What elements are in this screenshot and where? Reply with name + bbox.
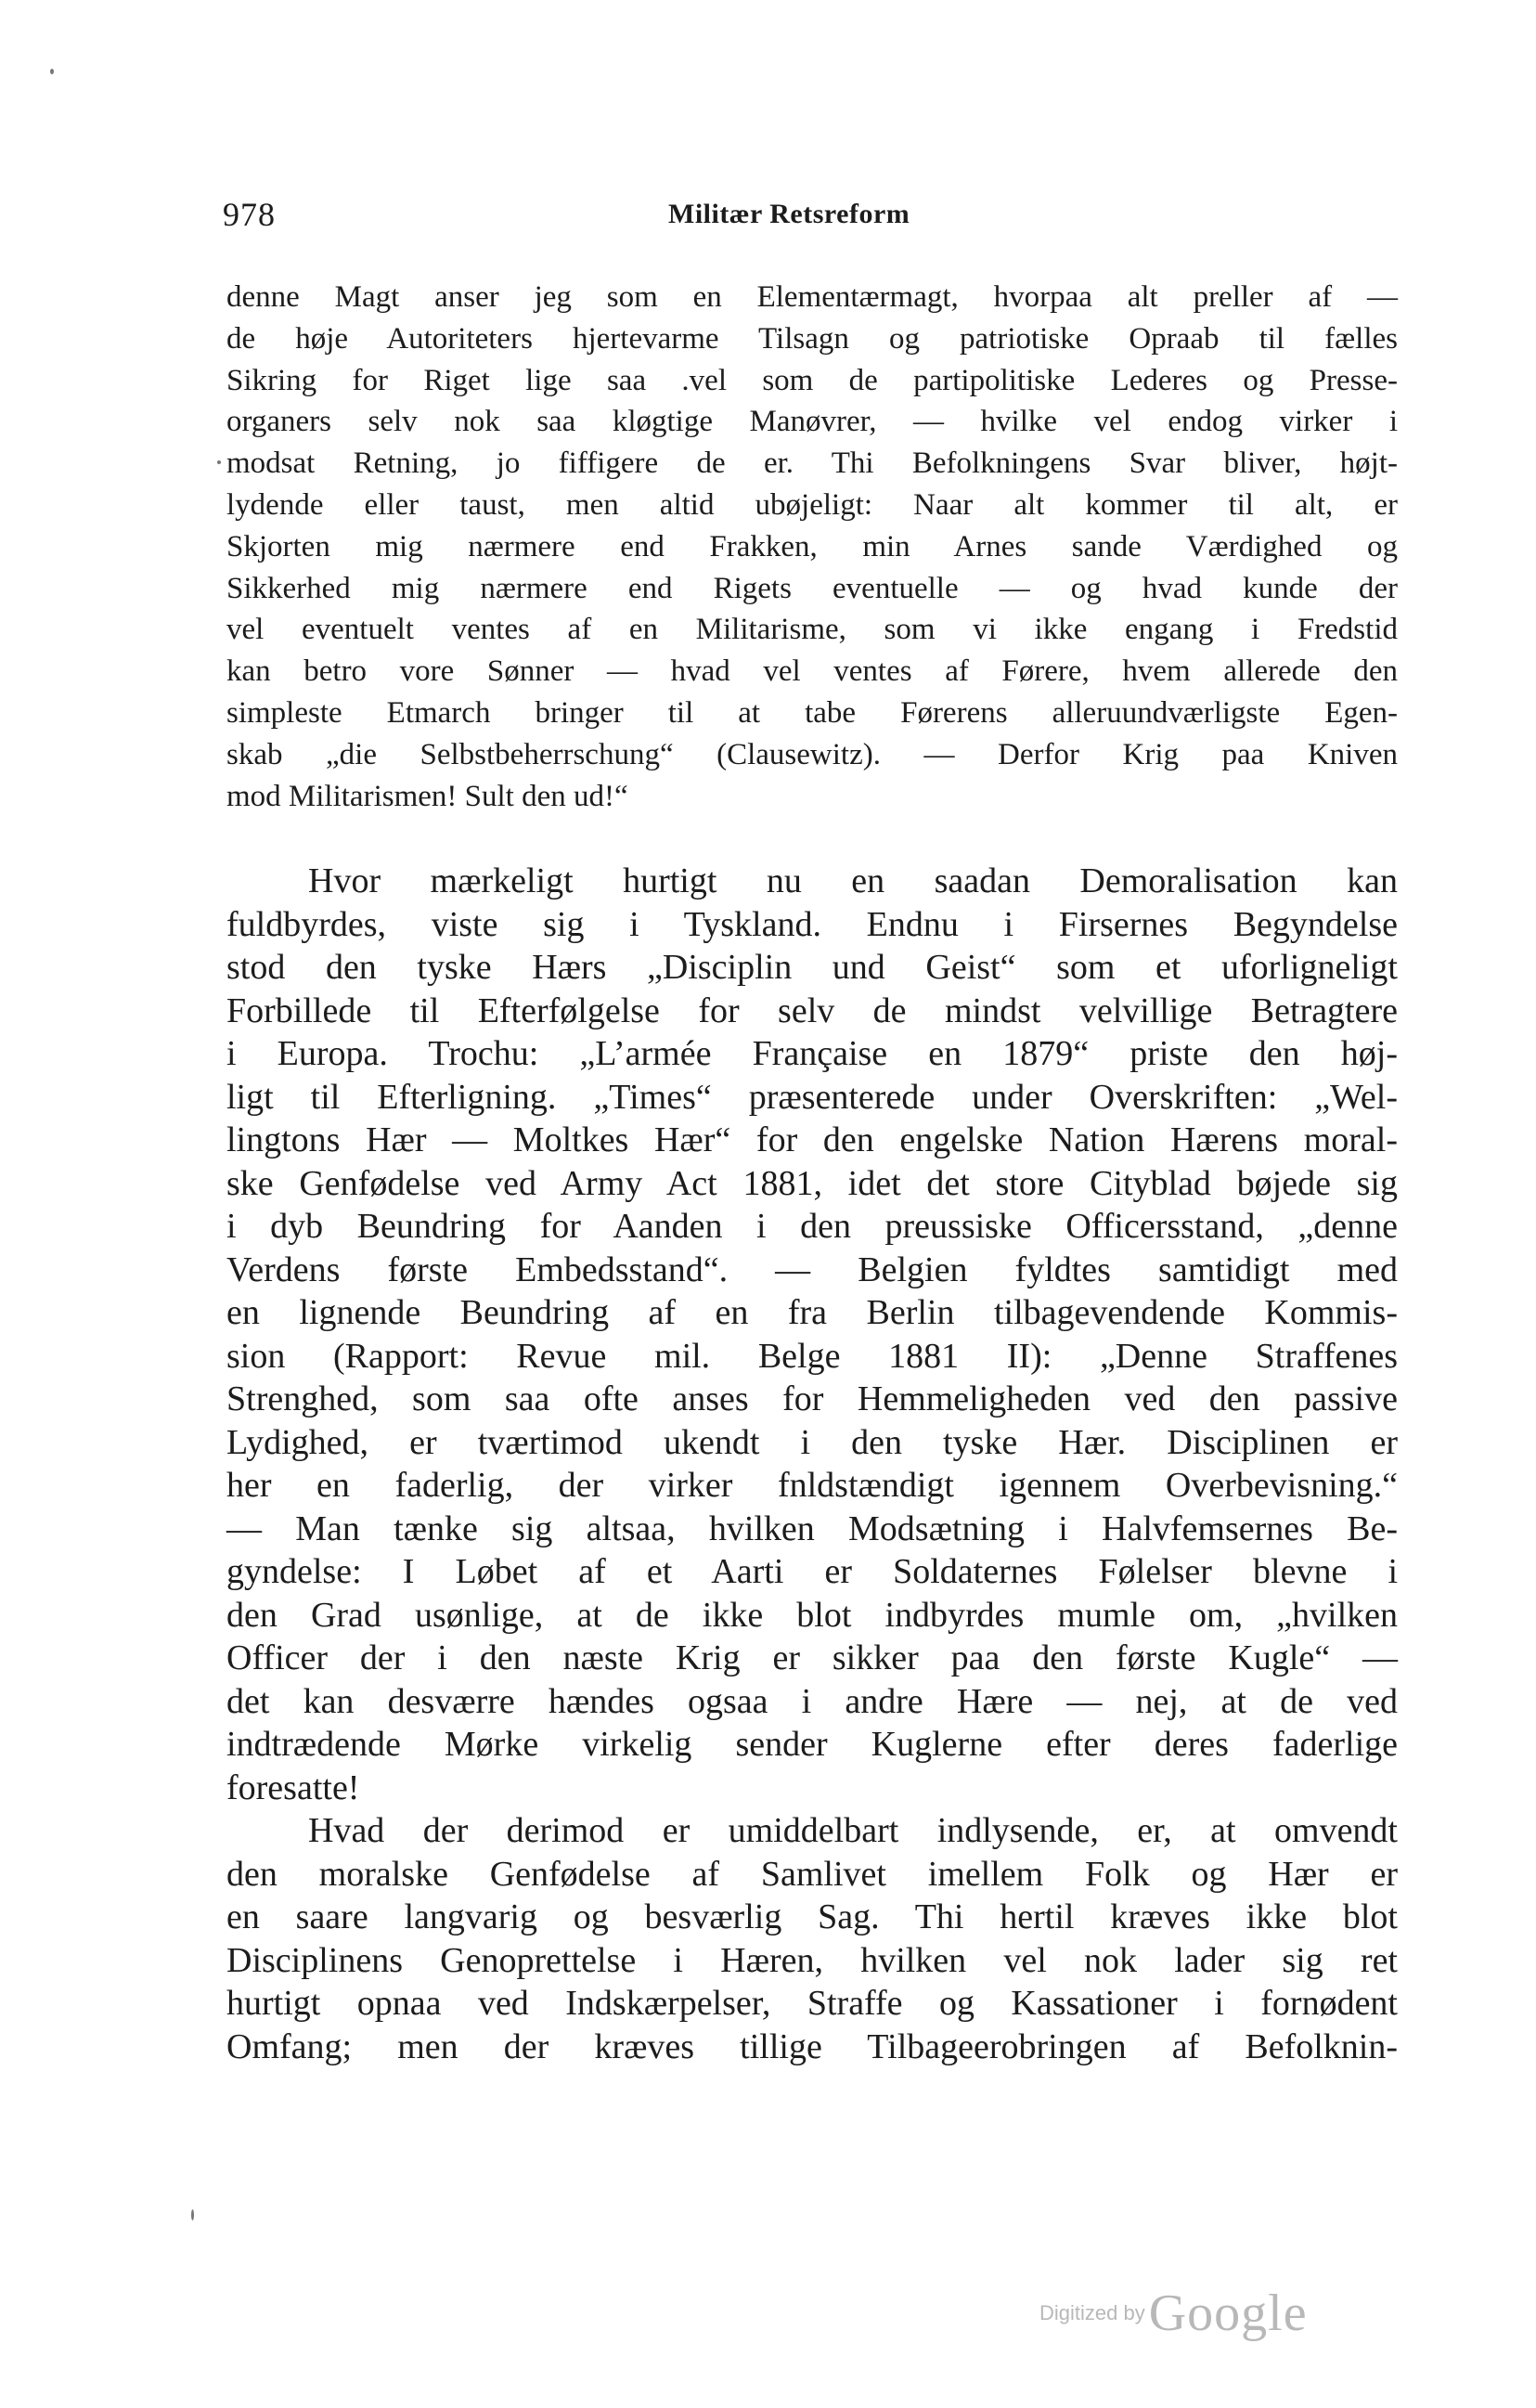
scan-speck: [50, 69, 54, 74]
text-line: en lignende Beundring af en fra Berlin tilbagevendende Kommis-: [226, 1293, 1398, 1332]
text-line: her en faderlig, der virker fnldstændigt igennem Overbevisning.“: [226, 1466, 1398, 1505]
text-line: hurtigt opnaa ved Indskærpelser, Straffe og Kassationer i fornødent: [226, 1984, 1398, 2023]
text-line: i dyb Beundring for Aanden i den preussiske Officersstand, „denne: [226, 1207, 1398, 1246]
text-line: indtrædende Mørke virkelig sender Kuglerne efter deres faderlige: [226, 1725, 1398, 1764]
text-line: lingtons Hær — Moltkes Hær“ for den engelske Nation Hærens moral-: [226, 1120, 1398, 1159]
text-line: den Grad usønlige, at de ikke blot indbyrdes mumle om, „hvilken: [226, 1595, 1398, 1635]
text-line: gyndelse: I Løbet af et Aarti er Soldaternes Følelser blevne i: [226, 1552, 1398, 1591]
text-line: en saare langvarig og besværlig Sag. Thi hertil kræves ikke blot: [226, 1897, 1398, 1936]
google-logo: Google: [1148, 2285, 1308, 2342]
text-line: ske Genfødelse ved Army Act 1881, idet det store Cityblad bøjede sig: [226, 1163, 1398, 1203]
body-block: [226, 860, 1398, 2068]
text-line: simpleste Etmarch bringer til at tabe Førerens alleruundværligste Egen-: [226, 695, 1398, 730]
text-line: sion (Rapport: Revue mil. Belge 1881 II): „Denne Straffenes: [226, 1336, 1398, 1376]
text-line: denne Magt anser jeg som en Elementærmagt, hvorpaa alt preller af —: [226, 280, 1398, 314]
text-line: — Man tænke sig altsaa, hvilken Modsætning i Halvfemsernes Be-: [226, 1508, 1398, 1548]
text-line: Omfang; men der kræves tillige Tilbageerobringen af Befolknin-: [226, 2026, 1398, 2066]
text-line: modsat Retning, jo fiffigere de er. Thi Befolkningens Svar bliver, højt-: [226, 447, 1398, 481]
text-line: Disciplinens Genoprettelse i Hæren, hvilken vel nok lader sig ret: [226, 1940, 1398, 1980]
text-line: mod Militarismen! Sult den ud!“: [226, 779, 628, 813]
text-line: stod den tyske Hærs „Disciplin und Geist“ som et uforligneligt: [226, 948, 1398, 987]
paragraph-first-line: Hvor mærkeligt hurtigt nu en saadan Demoralisation kan: [308, 861, 1398, 900]
text-line: Skjorten mig nærmere end Frakken, min Arnes sande Værdighed og: [226, 529, 1398, 563]
text-line: fuldbyrdes, viste sig i Tyskland. Endnu i Firsernes Begyndelse: [226, 904, 1398, 944]
text-line: skab „die Selbstbeherrschung“ (Clausewitz). — Derfor Krig paa Kniven: [226, 737, 1398, 771]
scan-speck: [217, 460, 221, 464]
text-line: Officer der i den næste Krig er sikker paa den første Kugle“ —: [226, 1638, 1398, 1677]
paragraph-last-line: foresatte!: [226, 1767, 360, 1807]
text-line: Sikkerhed mig nærmere end Rigets eventuelle — og hvad kunde der: [226, 571, 1398, 605]
text-line: Forbillede til Efterfølgelse for selv de mindst velvillige Betragtere: [226, 990, 1398, 1030]
running-title: Militær Retsreform: [668, 199, 910, 229]
text-line: Strenghed, som saa ofte anses for Hemmeligheden ved den passive: [226, 1379, 1398, 1418]
digitized-by-label: Digitized by: [1039, 2301, 1145, 2324]
page-number: 978: [223, 196, 276, 233]
text-line: kan betro vore Sønner — hvad vel ventes af Førere, hvem allerede den: [226, 654, 1398, 689]
text-line: organers selv nok saa kløgtige Manøvrer, — hvilke vel endog virker i: [226, 405, 1398, 439]
text-line: vel eventuelt ventes af en Militarisme, som vi ikke engang i Fredstid: [226, 613, 1398, 647]
text-line: ligt til Efterligning. „Times“ præsenterede under Overskriften: „Wel-: [226, 1077, 1398, 1117]
text-line: de høje Autoriteters hjertevarme Tilsagn og patriotiske Opraab til fælles: [226, 321, 1398, 356]
text-line: Sikring for Riget lige saa .vel som de partipolitiske Lederes og Presse-: [226, 363, 1398, 397]
paragraph-first-line: Hvad der derimod er umiddelbart indlysende, er, at omvendt: [308, 1811, 1398, 1850]
digitized-by-google-watermark: [1039, 2284, 1308, 2343]
text-line: Verdens første Embedsstand“. — Belgien fyldtes samtidigt med: [226, 1249, 1398, 1289]
text-line: i Europa. Trochu: „L’armée Française en 1879“ priste den høj-: [226, 1034, 1398, 1073]
text-line: lydende eller taust, men altid ubøjeligt: Naar alt kommer til alt, er: [226, 487, 1398, 522]
scan-speck: [191, 2209, 194, 2220]
text-line: den moralske Genfødelse af Samlivet imellem Folk og Hær er: [226, 1854, 1398, 1894]
text-line: det kan desværre hændes ogsaa i andre Hære — nej, at de ved: [226, 1681, 1398, 1721]
quote-block: [226, 277, 1398, 817]
text-line: Lydighed, er tværtimod ukendt i den tyske Hær. Disciplinen er: [226, 1422, 1398, 1462]
